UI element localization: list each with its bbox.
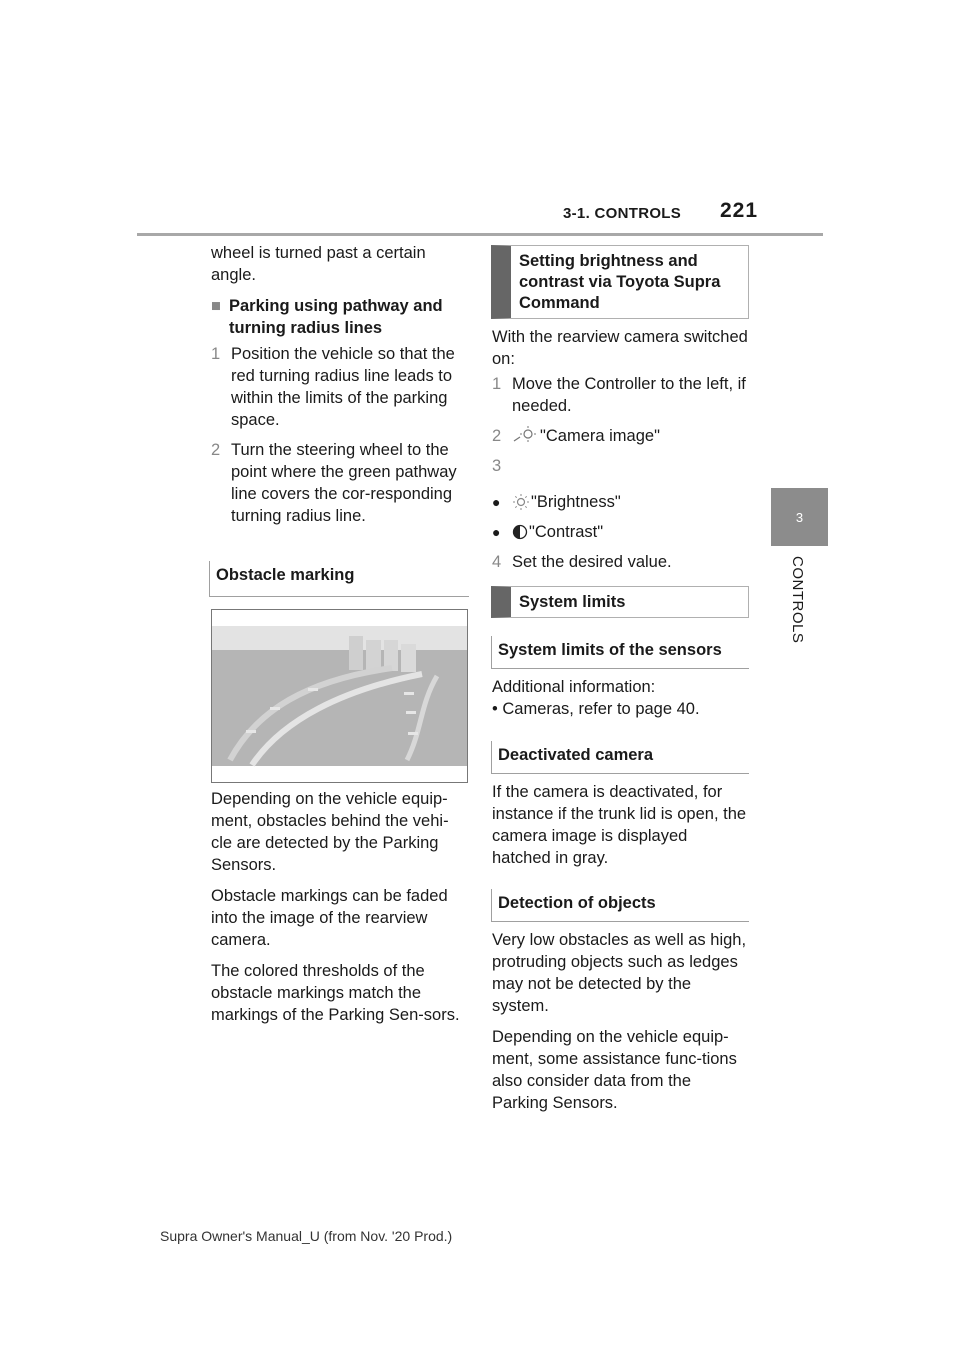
additional-info: [492, 676, 750, 720]
system-limits-heading: System limits: [491, 586, 749, 618]
left-step-2: 2 Turn the steering wheel to the point where the green pathway line covers the cor-responding turning radius line.: [211, 441, 457, 525]
obstacle-text: [211, 788, 469, 1026]
intro-text: wheel is turned past a certain angle.: [211, 244, 426, 284]
additional-info-label: Additional information:: [492, 678, 656, 696]
obstacle-marking-heading: Obstacle marking: [209, 561, 469, 597]
chapter-tab[interactable]: 3: [771, 488, 828, 546]
setting-section: [492, 326, 750, 573]
sun-icon: [512, 493, 530, 511]
deactivated-camera-text: If the camera is deactivated, for instance if the trunk lid is open, the camera image is displayed hatched in gray.: [492, 783, 747, 867]
obstacle-paragraph-1: Depending on the vehicle equip-ment, obstacles behind the vehi-cle are detected by the Parking Sensors.: [211, 790, 449, 874]
contrast-option[interactable]: ● "Contrast": [492, 523, 604, 541]
sensor-limits-heading: System limits of the sensors: [491, 636, 749, 669]
contrast-icon: [512, 524, 528, 540]
detection-heading: Detection of objects: [491, 889, 749, 922]
parking-heading: ■ Parking using pathway and turning radius lines: [211, 297, 443, 337]
deactivated-camera-heading: Deactivated camera: [491, 741, 749, 774]
detection-paragraph-1: Very low obstacles as well as high, protruding objects such as ledges may not be detected by the system.: [492, 931, 747, 1015]
additional-info-item: • Cameras, refer to page 40.: [492, 700, 700, 718]
rearview-camera-image: [212, 610, 467, 782]
obstacle-paragraph-2: Obstacle markings can be faded into the image of the rearview camera.: [211, 887, 448, 949]
chapter-label: CONTROLS: [789, 556, 806, 644]
right-step-2: 2 "Camera image": [492, 427, 660, 445]
obstacle-paragraph-3: The colored thresholds of the obstacle markings match the markings of the Parking Sen-sors.: [211, 962, 460, 1024]
right-step-1: 1 Move the Controller to the left, if needed.: [492, 375, 746, 415]
camera-illustration: [211, 609, 468, 783]
brightness-option[interactable]: ● "Brightness": [492, 493, 621, 511]
page-number: 221: [720, 199, 759, 222]
heading-marker: ■: [211, 297, 221, 315]
left-column: [211, 242, 469, 527]
right-step-4: 4 Set the desired value.: [492, 553, 672, 571]
header-divider: [137, 233, 823, 236]
section-title: 3-1. CONTROLS: [563, 205, 682, 222]
camera-icon: [512, 425, 538, 445]
setting-brightness-heading: Setting brightness and contrast via Toyota Supra Command: [491, 245, 749, 319]
left-step-1: 1 Position the vehicle so that the red turning radius line leads to within the limits of the parking space.: [211, 345, 455, 429]
detection-paragraph-2: Depending on the vehicle equip-ment, some assistance func-tions also consider data from the Parking Sensors.: [492, 1028, 737, 1112]
right-step-3: 3: [492, 457, 502, 475]
detection-text: [492, 929, 750, 1114]
footer-text: Supra Owner's Manual_U (from Nov. '20 Prod.): [160, 1228, 453, 1244]
setting-intro: With the rearview camera switched on:: [492, 328, 748, 368]
